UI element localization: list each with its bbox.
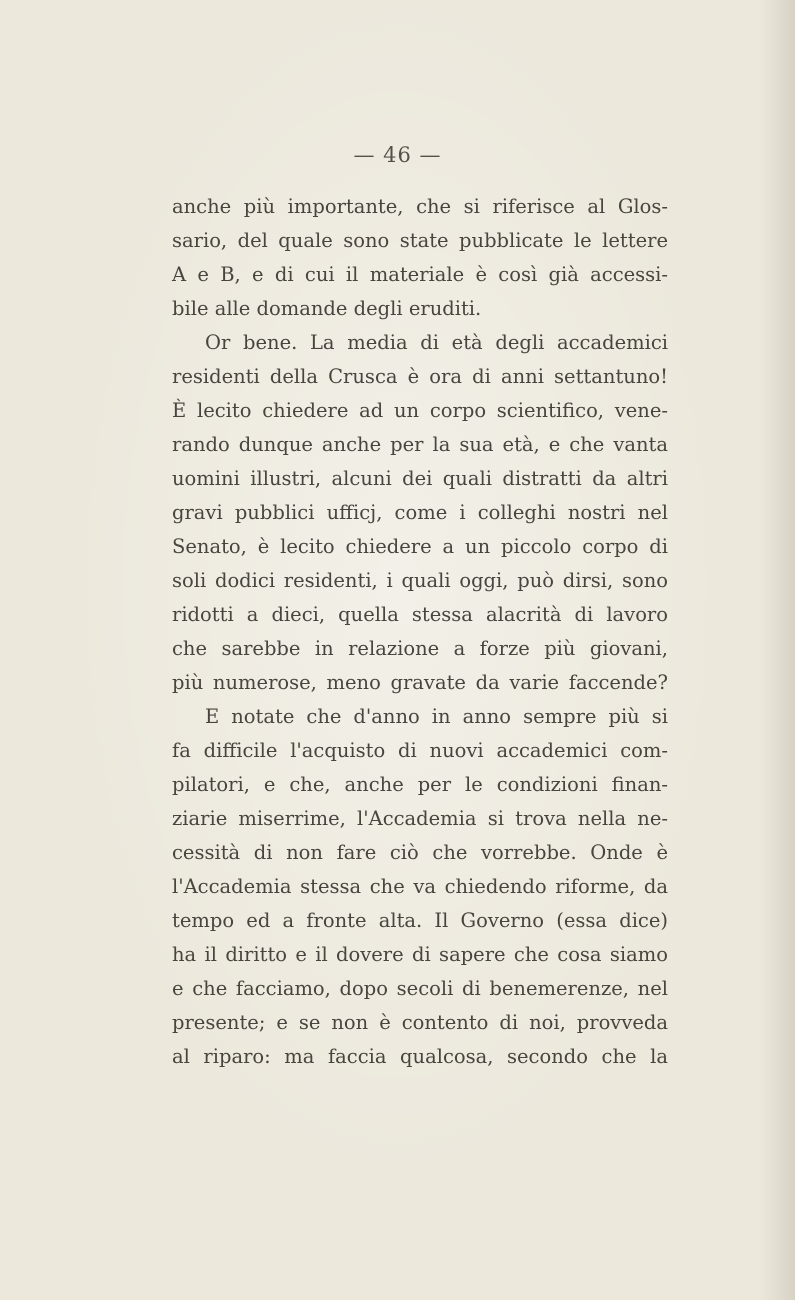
text-line: che sarebbe in relazione a forze più giovani, [172,637,668,660]
text-line: bile alle domande degli eruditi. [172,297,482,320]
text-line: sario, del quale sono state pubblicate le lettere [172,229,668,252]
text-line: presente; e se non è contento di noi, provveda [172,1011,668,1034]
text-line: gravi pubblici ufficj, come i colleghi nostri nel [172,501,668,524]
page-number: — 46 — [353,143,442,167]
text-line: pilatori, e che, anche per le condizioni finan- [172,773,668,796]
text-line: tempo ed a fronte alta. Il Governo (essa dice) [172,909,668,932]
text-line: uomini illustri, alcuni dei quali distratti da altri [172,467,668,490]
text-line: fa difficile l'acquisto di nuovi accademici com- [172,739,668,762]
text-line: cessità di non fare ciò che vorrebbe. Onde è [172,841,668,864]
text-line: rando dunque anche per la sua età, e che vanta [172,433,668,456]
text-line: ziarie miserrime, l'Accademia si trova nella ne- [172,807,668,830]
text-line: ha il diritto e il dovere di sapere che cosa siamo [172,943,668,966]
text-line: residenti della Crusca è ora di anni settantuno! [172,365,668,388]
text-line: A e B, e di cui il materiale è così già accessi- [172,263,668,286]
text-line: anche più importante, che si riferisce al Glos- [172,195,668,218]
text-line: È lecito chiedere ad un corpo scientifico, vene- [172,399,668,422]
text-line: ridotti a dieci, quella stessa alacrità di lavoro [172,603,668,626]
text-line: l'Accademia stessa che va chiedendo riforme, da [172,875,668,898]
text-line: Or bene. La media di età degli accademici [205,331,668,354]
text-line: e che facciamo, dopo secoli di benemerenze, nel [172,977,668,1000]
text-line: E notate che d'anno in anno sempre più si [205,705,668,728]
body-text [172,190,668,1074]
text-line: al riparo: ma faccia qualcosa, secondo che la [172,1045,668,1068]
text-line: più numerose, meno gravate da varie faccende? [172,671,668,694]
text-line: Senato, è lecito chiedere a un piccolo corpo di [172,535,668,558]
text-line: soli dodici residenti, i quali oggi, può dirsi, sono [172,569,668,592]
